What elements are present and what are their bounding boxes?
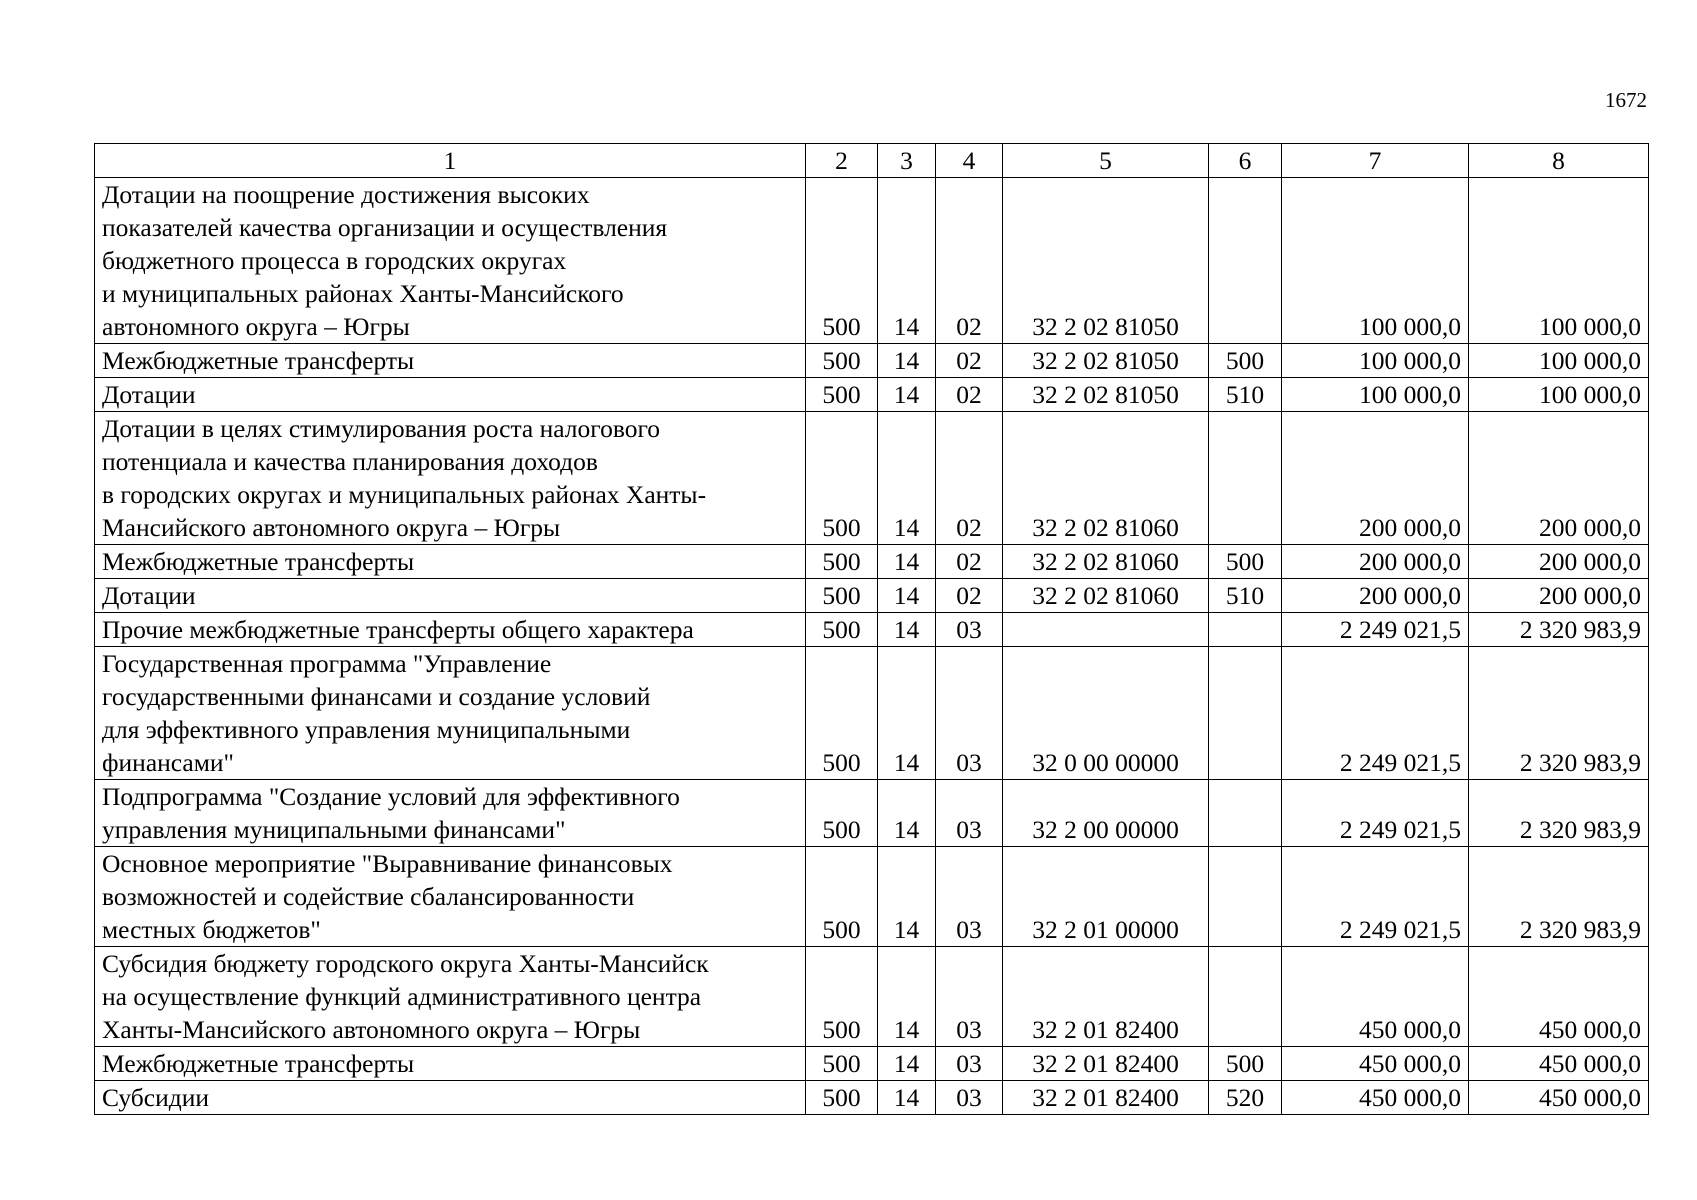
row-amount-8-cell: 450 000,0 [1469,1047,1649,1081]
row-code-4-cell: 02 [936,378,1003,412]
row-code-2-cell: 500 [806,412,878,545]
table-row [95,847,1649,947]
table-row [95,647,1649,780]
table-row [95,178,1649,344]
row-name-cell: Межбюджетные трансферты [95,344,806,378]
table-body [95,144,1649,1115]
row-amount-7-cell: 200 000,0 [1282,545,1469,579]
row-amount-7-cell: 100 000,0 [1282,178,1469,344]
row-code-3-cell: 14 [878,613,936,647]
row-code-2-cell: 500 [806,178,878,344]
row-amount-7-cell: 2 249 021,5 [1282,847,1469,947]
row-name-cell: Государственная программа "Управление государственными финансами и создание условий для эффективного управления муниципальными финансами" [95,647,806,780]
column-header-6: 6 [1209,144,1282,178]
row-name-cell: Основное мероприятие "Выравнивание финансовых возможностей и содействие сбалансированности местных бюджетов" [95,847,806,947]
row-amount-7-cell: 100 000,0 [1282,378,1469,412]
table-row [95,1047,1649,1081]
row-code-4-cell: 02 [936,412,1003,545]
row-expense-type-cell: 500 [1209,545,1282,579]
row-amount-8-cell: 450 000,0 [1469,947,1649,1047]
header-row [95,144,1649,178]
row-code-3-cell: 14 [878,178,936,344]
budget-table [94,143,1649,1115]
row-amount-8-cell: 2 320 983,9 [1469,647,1649,780]
row-target-code-cell: 32 2 00 00000 [1003,780,1209,847]
row-name-cell: Межбюджетные трансферты [95,545,806,579]
row-amount-7-cell: 450 000,0 [1282,1081,1469,1115]
row-code-3-cell: 14 [878,947,936,1047]
row-name-cell: Субсидия бюджету городского округа Ханты-Мансийск на осуществление функций административного центра Ханты-Мансийского автономного округа – Югры [95,947,806,1047]
row-code-4-cell: 02 [936,579,1003,613]
row-amount-8-cell: 200 000,0 [1469,579,1649,613]
table-row [95,412,1649,545]
column-header-4: 4 [936,144,1003,178]
row-name-cell: Межбюджетные трансферты [95,1047,806,1081]
row-amount-7-cell: 2 249 021,5 [1282,780,1469,847]
row-name-cell: Подпрограмма "Создание условий для эффективного управления муниципальными финансами" [95,780,806,847]
row-amount-8-cell: 100 000,0 [1469,344,1649,378]
row-expense-type-cell: 520 [1209,1081,1282,1115]
row-amount-7-cell: 200 000,0 [1282,579,1469,613]
row-code-4-cell: 03 [936,947,1003,1047]
table-row [95,947,1649,1047]
row-code-3-cell: 14 [878,579,936,613]
row-target-code-cell: 32 0 00 00000 [1003,647,1209,780]
row-code-3-cell: 14 [878,344,936,378]
row-code-4-cell: 03 [936,780,1003,847]
row-expense-type-cell [1209,780,1282,847]
page-number: 1672 [1605,88,1647,112]
row-amount-7-cell: 200 000,0 [1282,412,1469,545]
row-code-4-cell: 03 [936,613,1003,647]
column-header-2: 2 [806,144,878,178]
row-code-3-cell: 14 [878,378,936,412]
row-code-4-cell: 03 [936,647,1003,780]
row-target-code-cell: 32 2 02 81050 [1003,344,1209,378]
row-code-3-cell: 14 [878,1047,936,1081]
row-amount-8-cell: 2 320 983,9 [1469,847,1649,947]
row-code-3-cell: 14 [878,780,936,847]
row-name-cell: Дотации на поощрение достижения высоких показателей качества организации и осуществления бюджетного процесса в городских округах и муниципальных районах Ханты-Мансийского автономного округа – Югры [95,178,806,344]
row-expense-type-cell: 500 [1209,344,1282,378]
row-code-2-cell: 500 [806,847,878,947]
row-code-3-cell: 14 [878,1081,936,1115]
row-target-code-cell: 32 2 01 82400 [1003,947,1209,1047]
row-target-code-cell: 32 2 02 81050 [1003,378,1209,412]
row-target-code-cell: 32 2 02 81050 [1003,178,1209,344]
row-code-2-cell: 500 [806,947,878,1047]
row-expense-type-cell [1209,947,1282,1047]
row-target-code-cell: 32 2 01 82400 [1003,1047,1209,1081]
row-code-2-cell: 500 [806,344,878,378]
row-amount-7-cell: 100 000,0 [1282,344,1469,378]
row-code-4-cell: 03 [936,1081,1003,1115]
row-amount-8-cell: 2 320 983,9 [1469,780,1649,847]
row-expense-type-cell [1209,847,1282,947]
column-header-5: 5 [1003,144,1209,178]
row-code-4-cell: 02 [936,344,1003,378]
row-name-cell: Субсидии [95,1081,806,1115]
row-expense-type-cell [1209,178,1282,344]
row-amount-8-cell: 200 000,0 [1469,545,1649,579]
column-header-3: 3 [878,144,936,178]
row-code-3-cell: 14 [878,412,936,545]
row-target-code-cell: 32 2 02 81060 [1003,412,1209,545]
row-name-cell: Дотации в целях стимулирования роста налогового потенциала и качества планирования доходов в городских округах и муниципальных районах Ханты- Мансийского автономного округа – Югры [95,412,806,545]
row-code-4-cell: 02 [936,545,1003,579]
table-row [95,1081,1649,1115]
row-target-code-cell: 32 2 02 81060 [1003,579,1209,613]
row-expense-type-cell: 500 [1209,1047,1282,1081]
row-amount-7-cell: 450 000,0 [1282,1047,1469,1081]
row-name-cell: Дотации [95,378,806,412]
row-code-3-cell: 14 [878,847,936,947]
row-code-3-cell: 14 [878,647,936,780]
row-code-2-cell: 500 [806,1047,878,1081]
row-amount-7-cell: 2 249 021,5 [1282,647,1469,780]
table-row [95,579,1649,613]
row-amount-8-cell: 450 000,0 [1469,1081,1649,1115]
row-target-code-cell [1003,613,1209,647]
row-target-code-cell: 32 2 01 00000 [1003,847,1209,947]
row-amount-7-cell: 2 249 021,5 [1282,613,1469,647]
row-code-3-cell: 14 [878,545,936,579]
row-amount-8-cell: 2 320 983,9 [1469,613,1649,647]
column-header-8: 8 [1469,144,1649,178]
row-expense-type-cell [1209,647,1282,780]
row-code-2-cell: 500 [806,378,878,412]
table-row [95,545,1649,579]
row-code-2-cell: 500 [806,579,878,613]
row-code-4-cell: 02 [936,178,1003,344]
row-expense-type-cell [1209,613,1282,647]
column-header-1: 1 [95,144,806,178]
table-row [95,344,1649,378]
table-row [95,780,1649,847]
row-code-2-cell: 500 [806,545,878,579]
table-row [95,613,1649,647]
row-name-cell: Дотации [95,579,806,613]
row-name-cell: Прочие межбюджетные трансферты общего характера [95,613,806,647]
row-amount-8-cell: 100 000,0 [1469,378,1649,412]
row-target-code-cell: 32 2 01 82400 [1003,1081,1209,1115]
row-code-2-cell: 500 [806,613,878,647]
row-target-code-cell: 32 2 02 81060 [1003,545,1209,579]
row-amount-8-cell: 100 000,0 [1469,178,1649,344]
row-expense-type-cell: 510 [1209,378,1282,412]
column-header-7: 7 [1282,144,1469,178]
row-code-4-cell: 03 [936,1047,1003,1081]
row-code-4-cell: 03 [936,847,1003,947]
row-amount-7-cell: 450 000,0 [1282,947,1469,1047]
row-code-2-cell: 500 [806,780,878,847]
row-code-2-cell: 500 [806,1081,878,1115]
table-row [95,378,1649,412]
row-code-2-cell: 500 [806,647,878,780]
row-expense-type-cell [1209,412,1282,545]
row-amount-8-cell: 200 000,0 [1469,412,1649,545]
row-expense-type-cell: 510 [1209,579,1282,613]
